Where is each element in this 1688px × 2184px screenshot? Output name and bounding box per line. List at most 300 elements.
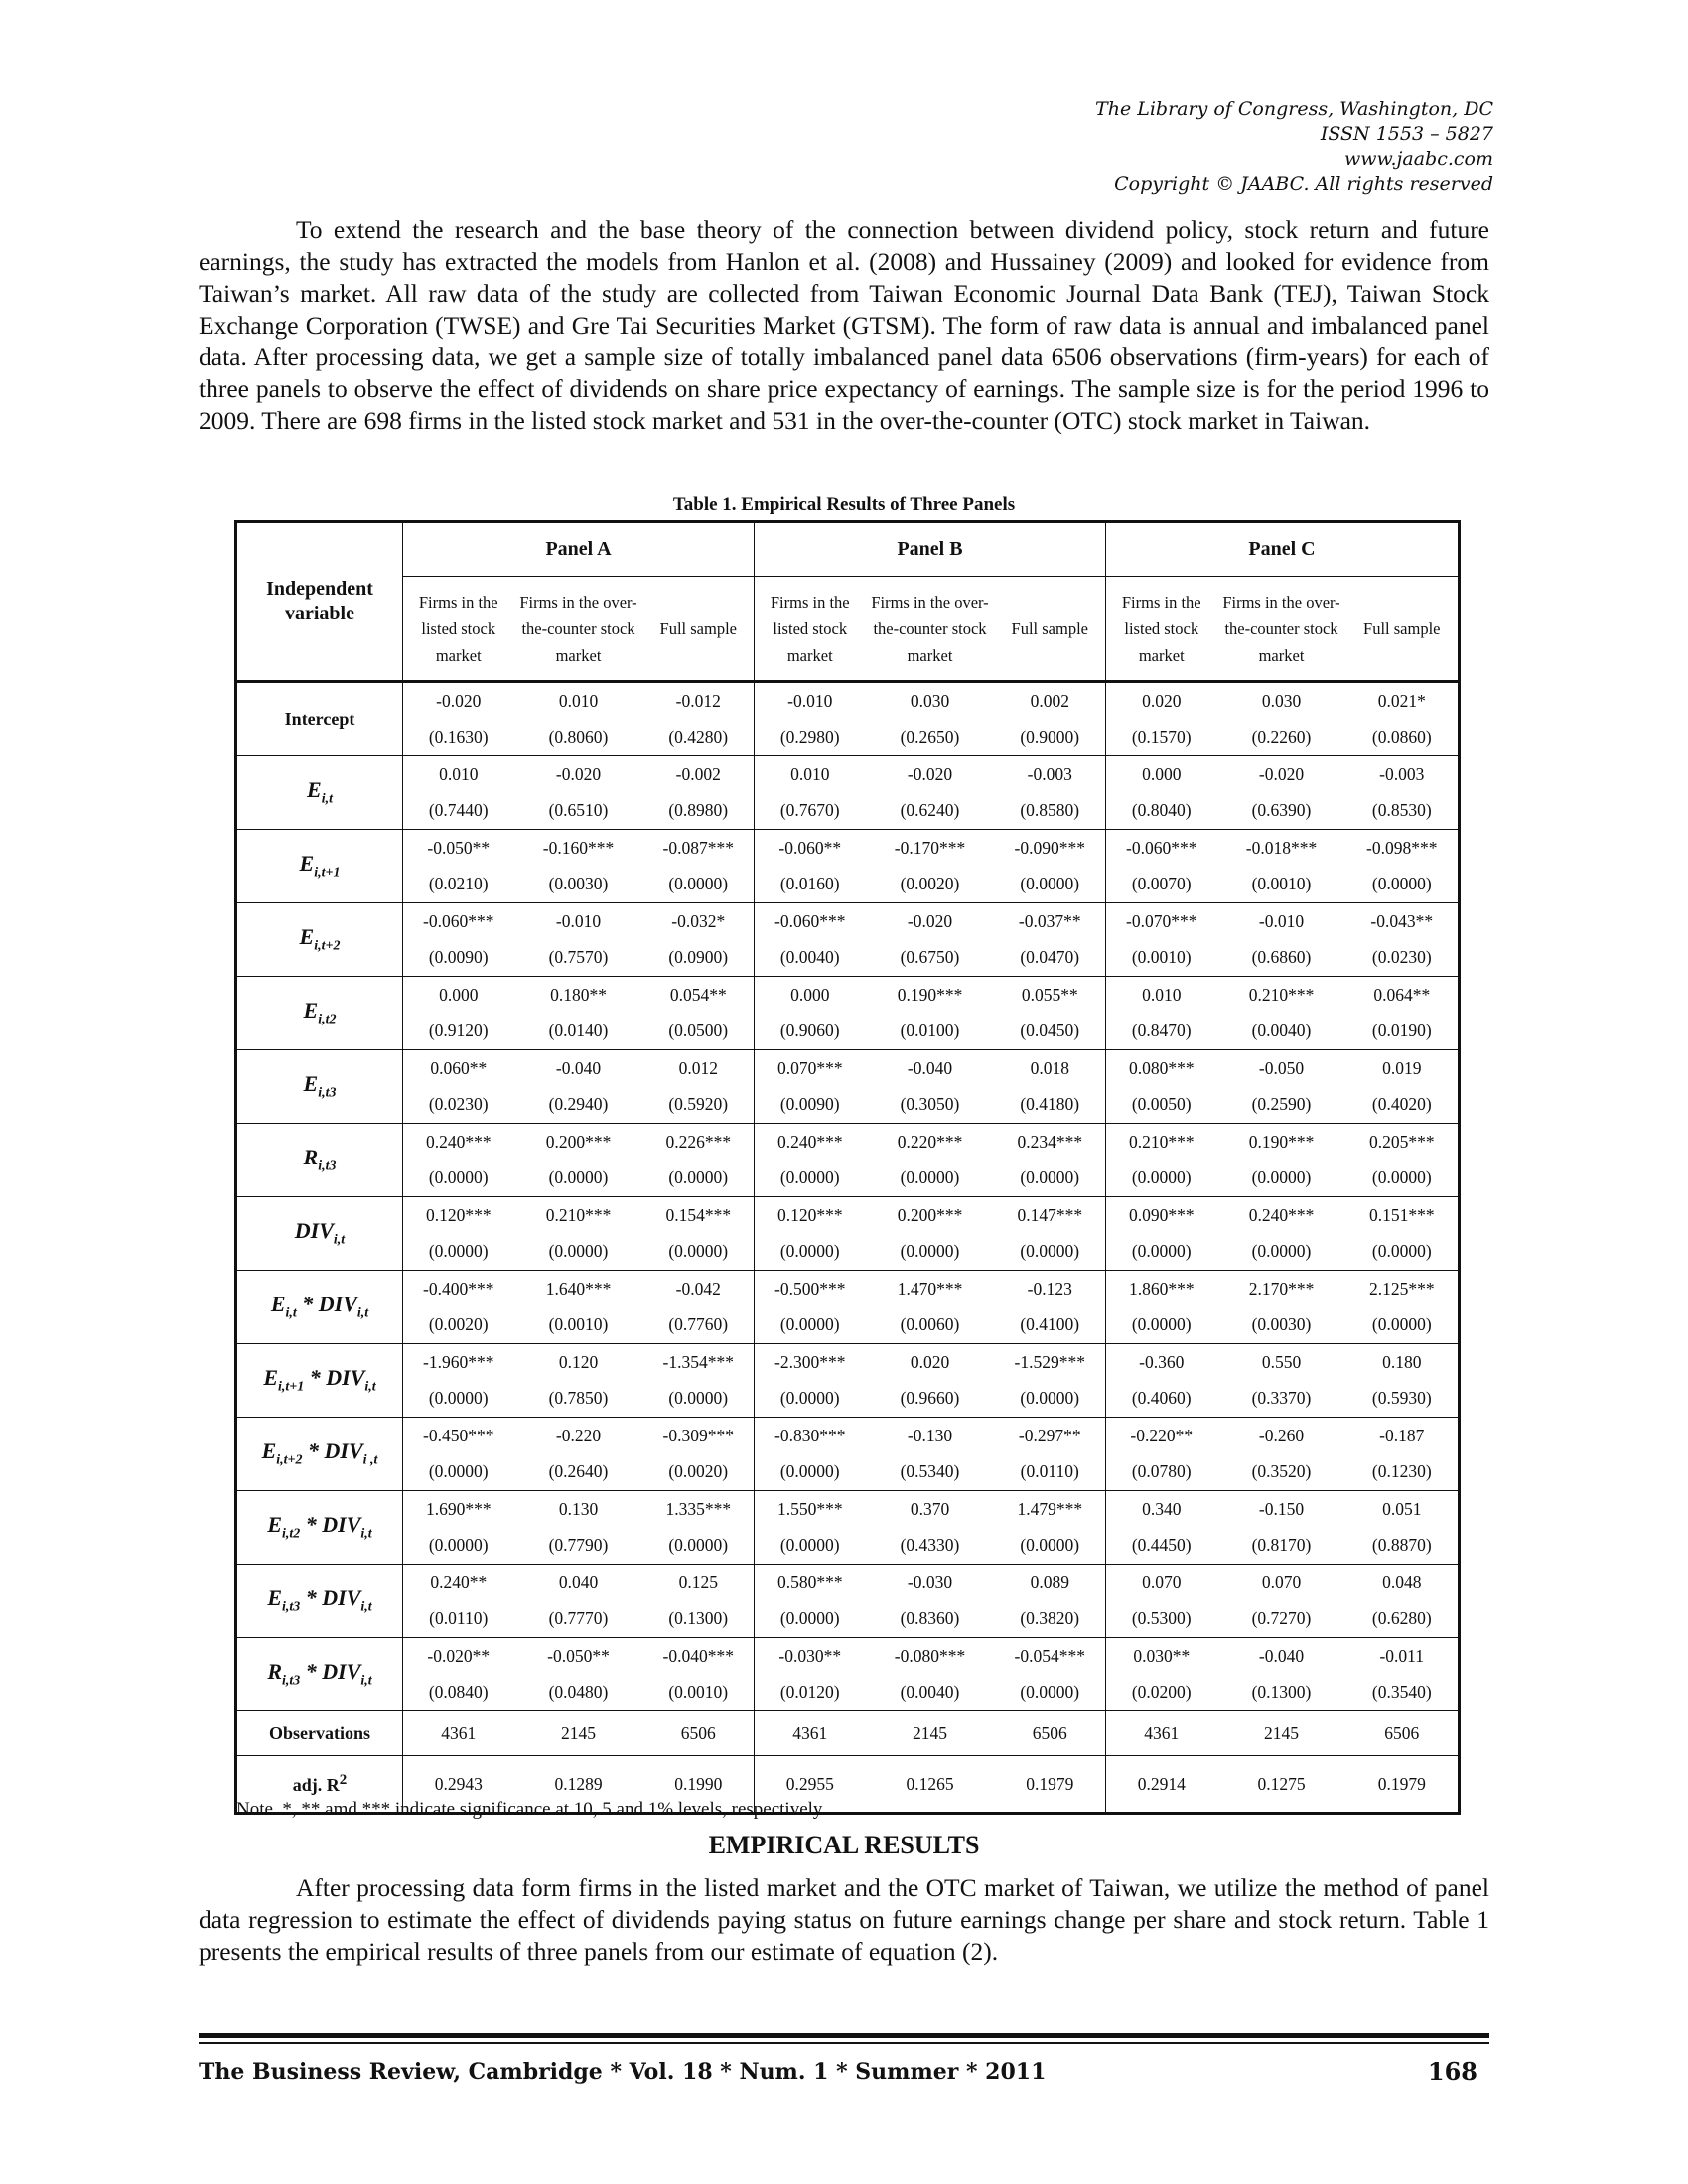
coefficient-cell: -0.060** [755,830,866,867]
p-value-cell: (0.7850) [548,1388,609,1409]
p-value-cell: (0.0010) [668,1682,729,1703]
adj-r2-superscript: 2 [339,1772,348,1788]
coefficient-cell: -0.098*** [1366,837,1438,858]
p-value-cell: (0.7270) [1251,1608,1312,1629]
p-value-cell: (0.7770) [548,1608,609,1629]
coefficient-cell: 1.479*** [1017,1498,1083,1519]
observations-label: Observations [236,1711,403,1756]
p-value-cell: (0.0000) [428,1167,489,1188]
table-title: Table 1. Empirical Results of Three Panels [672,494,1016,515]
coefficient-cell: -0.070*** [1106,903,1217,940]
coefficient-cell: -2.300*** [755,1344,866,1381]
p-value-cell: (0.9060) [755,1014,866,1050]
coefficient-cell: -0.500*** [755,1271,866,1307]
p-value-cell: (0.8060) [548,727,609,748]
p-value-cell: (0.2650) [900,727,960,748]
coefficient-cell: -0.054*** [1014,1645,1085,1666]
coefficient-cell: 0.190*** [1248,1131,1315,1152]
p-value-row [236,1014,1460,1050]
p-value-cell: (0.3520) [1251,1461,1312,1482]
coefficient-row [236,977,1460,1014]
panel-header-row [236,522,1460,577]
p-value-cell: (0.0000) [755,1601,866,1638]
coefficient-cell: 0.030 [1261,690,1302,711]
coefficient-cell: -1.354*** [662,1351,734,1372]
results-table-wrapper [234,520,1458,1815]
variable-name: $E_{i,t+2} * DIV_{i ,t}$ [236,1418,403,1491]
coefficient-cell: 0.240** [430,1571,488,1592]
adj-r2-cell: 0.1979 [1026,1773,1074,1794]
observations-cell: 4361 [441,1722,477,1743]
adj-r2-cell: 0.1275 [1257,1773,1306,1794]
coefficient-cell: 0.180 [1382,1351,1422,1372]
p-value-cell: (0.0230) [428,1094,489,1115]
p-value-cell: (0.0000) [1020,1167,1080,1188]
p-value-cell: (0.0000) [755,1528,866,1565]
adj-r2-cell: 0.1990 [674,1773,723,1794]
coefficient-cell: 0.030** [1106,1638,1217,1675]
coefficient-cell: -0.040 [907,1057,953,1078]
p-value-cell: (0.0100) [900,1021,960,1041]
coefficient-cell: -0.003 [1027,763,1072,784]
p-value-cell: (0.6280) [1371,1608,1432,1629]
coefficient-cell: 0.000 [439,984,479,1005]
coefficient-row [236,1197,1460,1234]
results-table-body [236,682,1460,1814]
p-value-cell: (0.0010) [1106,940,1217,977]
coefficient-cell: 0.070 [1261,1571,1302,1592]
p-value-row [236,867,1460,903]
p-value-cell: (0.3050) [900,1094,960,1115]
p-value-cell: (0.0000) [1371,1241,1432,1262]
coefficient-row [236,830,1460,867]
p-value-cell: (0.0020) [900,874,960,894]
p-value-cell: (0.0000) [428,1461,489,1482]
p-value-cell: (0.2260) [1251,727,1312,748]
p-value-cell: (0.0000) [668,1167,729,1188]
coefficient-cell: 0.154*** [665,1204,732,1225]
section-title: EMPIRICAL RESULTS [708,1831,980,1859]
p-value-cell: (0.8980) [668,800,729,821]
coefficient-cell: -0.018*** [1245,837,1318,858]
p-value-cell: (0.8530) [1371,800,1432,821]
p-value-cell: (0.0040) [900,1682,960,1703]
p-value-cell: (0.0120) [755,1675,866,1711]
p-value-cell: (0.2980) [755,720,866,756]
results-paragraph [199,1872,1489,1968]
coefficient-cell: 0.370 [910,1498,950,1519]
p-value-cell: (0.0040) [755,940,866,977]
sub-column-header: Firms in the listed stock market [755,577,866,682]
p-value-row [236,1307,1460,1344]
p-value-row [236,1234,1460,1271]
p-value-cell: (0.0000) [1371,1167,1432,1188]
coefficient-cell: 0.200*** [545,1131,612,1152]
p-value-row [236,1675,1460,1711]
p-value-cell: (0.0000) [1251,1241,1312,1262]
p-value-cell: (0.5300) [1106,1601,1217,1638]
p-value-cell: (0.8040) [1106,793,1217,830]
p-value-cell: (0.0000) [548,1167,609,1188]
coefficient-row [236,1050,1460,1087]
observations-cell: 2145 [561,1722,596,1743]
p-value-cell: (0.8580) [1020,800,1080,821]
p-value-cell: (0.9120) [428,1021,489,1041]
adj-r2-cell: 0.1265 [906,1773,954,1794]
footer-journal-info: The Business Review, Cambridge * Vol. 18 * Num. 1 * Summer * 2011 [199,2059,1047,2085]
coefficient-cell: -0.002 [675,763,721,784]
variable-name: $R_{i,t3}$ [236,1124,403,1197]
coefficient-cell: 0.055** [1021,984,1078,1005]
independent-variable-header: Independent variable [236,522,403,682]
p-value-cell: (0.0110) [1020,1461,1079,1482]
coefficient-cell: -0.003 [1379,763,1425,784]
coefficient-cell: 0.000 [755,977,866,1014]
p-value-cell: (0.0000) [1106,1160,1217,1197]
p-value-cell: (0.5930) [1371,1388,1432,1409]
p-value-cell: (0.0000) [1371,1314,1432,1335]
p-value-cell: (0.4060) [1106,1381,1217,1418]
coefficient-row [236,1565,1460,1601]
p-value-cell: (0.1300) [1251,1682,1312,1703]
coefficient-row [236,1271,1460,1307]
p-value-cell: (0.0500) [668,1021,729,1041]
coefficient-cell: 0.090*** [1106,1197,1217,1234]
coefficient-row [236,1344,1460,1381]
coefficient-cell: 0.220*** [897,1131,963,1152]
panel-a-header: Panel A [403,522,755,577]
coefficient-cell: 0.020 [910,1351,950,1372]
coefficient-cell: 0.070 [1106,1565,1217,1601]
coefficient-cell: 0.060** [430,1057,488,1078]
coefficient-cell: -0.037** [1018,910,1081,931]
coefficient-cell: 0.210*** [1106,1124,1217,1160]
coefficient-cell: 0.021* [1377,690,1426,711]
header-line-3: www.jaabc.com [1343,148,1493,170]
p-value-cell: (0.0000) [1251,1167,1312,1188]
coefficient-cell: 0.226*** [665,1131,732,1152]
p-value-cell: (0.3370) [1251,1388,1312,1409]
coefficient-cell: -0.160*** [542,837,615,858]
coefficient-cell: 0.010 [439,763,479,784]
p-value-cell: (0.7570) [548,947,609,968]
coefficient-cell: 0.064** [1373,984,1431,1005]
p-value-cell: (0.0780) [1106,1454,1217,1491]
p-value-cell: (0.0000) [755,1381,866,1418]
adj-r2-cell: 0.1289 [554,1773,603,1794]
coefficient-cell: 1.640*** [545,1278,612,1298]
p-value-cell: (0.0210) [428,874,489,894]
p-value-row [236,940,1460,977]
p-value-row [236,1528,1460,1565]
p-value-row [236,1160,1460,1197]
p-value-row [236,793,1460,830]
coefficient-cell: -0.010 [555,910,602,931]
coefficient-cell: 1.550*** [755,1491,866,1528]
p-value-cell: (0.7790) [548,1535,609,1556]
p-value-cell: (0.7670) [755,793,866,830]
p-value-cell: (0.0060) [900,1314,960,1335]
sub-column-header: Full sample [1363,618,1441,638]
coefficient-cell: -1.960*** [423,1351,494,1372]
p-value-cell: (0.0020) [428,1314,489,1335]
adj-r2-cell: 0.2914 [1106,1756,1217,1814]
coefficient-cell: -0.220 [555,1425,602,1445]
coefficient-cell: -0.220** [1106,1418,1217,1454]
p-value-cell: (0.3820) [1020,1608,1080,1629]
p-value-cell: (0.0190) [1371,1021,1432,1041]
coefficient-cell: -0.360 [1106,1344,1217,1381]
p-value-cell: (0.0470) [1020,947,1080,968]
adj-r2-label-text: adj. R [292,1775,340,1795]
p-value-cell: (0.0000) [1020,1241,1080,1262]
coefficient-cell: 0.120*** [755,1197,866,1234]
coefficient-cell: -0.297** [1018,1425,1081,1445]
p-value-cell: (0.2640) [548,1461,609,1482]
p-value-cell: (0.6860) [1251,947,1312,968]
p-value-cell: (0.0000) [428,1241,489,1262]
p-value-cell: (0.0000) [668,874,729,894]
coefficient-cell: -0.020 [1258,763,1305,784]
header-line-4: Copyright © JAABC. All rights reserved [1114,173,1493,195]
p-value-cell: (0.5340) [900,1461,960,1482]
coefficient-cell: 0.210*** [1248,984,1315,1005]
coefficient-cell: -0.020** [427,1645,491,1666]
p-value-cell: (0.0160) [755,867,866,903]
footer-rule-thin [199,2042,1489,2044]
coefficient-cell: 0.120*** [425,1204,492,1225]
p-value-cell: (0.0140) [548,1021,609,1041]
p-value-cell: (0.1630) [428,727,489,748]
coefficient-cell: -0.050** [547,1645,610,1666]
p-value-cell: (0.0480) [548,1682,609,1703]
p-value-cell: (0.7440) [428,800,489,821]
p-value-cell: (0.0030) [1251,1314,1312,1335]
coefficient-cell: 0.240*** [1248,1204,1315,1225]
variable-name: $R_{i,t3} * DIV_{i,t}$ [236,1638,403,1711]
footer-rule-thick [199,2033,1489,2038]
coefficient-cell: 0.010 [755,756,866,793]
adj-r2-cell: 0.2943 [434,1773,483,1794]
p-value-cell: (0.4330) [900,1535,960,1556]
coefficient-cell: -0.090*** [1014,837,1085,858]
coefficient-cell: -0.010 [755,682,866,720]
variable-name: $E_{i,t} * DIV_{i,t}$ [236,1271,403,1344]
observations-row [236,1711,1460,1756]
sub-column-header: Firms in the over-the-counter stock market [519,592,637,665]
coefficient-cell: -0.020 [907,910,953,931]
variable-name: $E_{i,t2}$ [236,977,403,1050]
p-value-cell: (0.1230) [1371,1461,1432,1482]
observations-cell: 6506 [1384,1722,1420,1743]
coefficient-cell: -0.030** [755,1638,866,1675]
adj-r2-cell: 0.2955 [755,1756,866,1814]
observations-cell: 4361 [755,1711,866,1756]
coefficient-cell: -0.043** [1370,910,1434,931]
coefficient-cell: 0.020 [1106,682,1217,720]
sub-column-header: Firms in the over-the-counter stock market [871,592,989,665]
p-value-cell: (0.0200) [1106,1675,1217,1711]
coefficient-cell: 0.048 [1382,1571,1422,1592]
coefficient-cell: 1.335*** [665,1498,732,1519]
p-value-cell: (0.0030) [548,874,609,894]
variable-name: $E_{i,t3} * DIV_{i,t}$ [236,1565,403,1638]
panel-c-header: Panel C [1106,522,1460,577]
variable-name: $E_{i,t+2}$ [236,903,403,977]
p-value-cell: (0.6390) [1251,800,1312,821]
p-value-cell: (0.0000) [755,1234,866,1271]
variable-name: $E_{i,t+1} * DIV_{i,t}$ [236,1344,403,1418]
p-value-row [236,1601,1460,1638]
coefficient-cell: -0.060*** [1106,830,1217,867]
coefficient-row [236,1418,1460,1454]
p-value-cell: (0.0000) [1106,1234,1217,1271]
p-value-row [236,1454,1460,1491]
p-value-cell: (0.8170) [1251,1535,1312,1556]
observations-cell: 6506 [680,1722,716,1743]
coefficient-cell: -0.060*** [423,910,494,931]
p-value-cell: (0.0000) [900,1167,960,1188]
observations-cell: 4361 [1106,1711,1217,1756]
p-value-cell: (0.0000) [755,1160,866,1197]
coefficient-cell: 0.040 [558,1571,599,1592]
coefficient-cell: 0.030 [910,690,950,711]
p-value-cell: (0.4100) [1020,1314,1080,1335]
p-value-cell: (0.0000) [1106,1307,1217,1344]
page-number: 168 [1427,2057,1477,2086]
p-value-cell: (0.0110) [429,1608,489,1629]
observations-cell: 2145 [1264,1722,1299,1743]
p-value-cell: (0.0000) [1020,1682,1080,1703]
coefficient-cell: 0.190*** [897,984,963,1005]
coefficient-row [236,1124,1460,1160]
sub-column-header: Full sample [659,618,737,638]
coefficient-cell: -0.050** [427,837,491,858]
p-value-cell: (0.8870) [1371,1535,1432,1556]
p-value-cell: (0.5920) [668,1094,729,1115]
p-value-cell: (0.6750) [900,947,960,968]
coefficient-cell: -0.030 [907,1571,953,1592]
results-paragraph-text: After processing data form firms in the listed market and the OTC market of Taiwan, we utilize the method of panel data regression to estimate the effect of dividends paying status on future earnings change per share and stock return. Table 1 presents the empirical results of three panels from our estimate of equation (2). [199,1873,1489,1966]
coefficient-cell: -0.130 [907,1425,953,1445]
p-value-cell: (0.2590) [1251,1094,1312,1115]
coefficient-cell: 0.240*** [755,1124,866,1160]
p-value-cell: (0.0000) [900,1241,960,1262]
adj-r2-cell: 0.1979 [1377,1773,1426,1794]
p-value-cell: (0.0000) [548,1241,609,1262]
sub-column-header-row [236,577,1460,682]
p-value-cell: (0.0040) [1251,1021,1312,1041]
coefficient-cell: 0.010 [558,690,599,711]
coefficient-cell: 1.690*** [425,1498,492,1519]
coefficient-cell: -0.087*** [662,837,734,858]
coefficient-cell: -0.020 [555,763,602,784]
coefficient-cell: -0.032* [671,910,726,931]
coefficient-cell: -0.400*** [423,1278,494,1298]
variable-name: Intercept [236,682,403,756]
coefficient-cell: 0.089 [1030,1571,1069,1592]
p-value-cell: (0.4180) [1020,1094,1080,1115]
coefficient-cell: 2.170*** [1248,1278,1315,1298]
coefficient-row [236,1638,1460,1675]
coefficient-cell: -0.830*** [755,1418,866,1454]
p-value-cell: (0.1570) [1106,720,1217,756]
coefficient-cell: -0.060*** [755,903,866,940]
sub-column-header: Firms in the listed stock market [1106,577,1217,682]
coefficient-cell: 0.000 [1106,756,1217,793]
coefficient-cell: 0.151*** [1368,1204,1435,1225]
coefficient-cell: -0.042 [675,1278,721,1298]
results-table [234,520,1461,1815]
coefficient-cell: 1.860*** [1106,1271,1217,1307]
variable-name: $E_{i,t3}$ [236,1050,403,1124]
sub-column-header: Firms in the listed stock market [418,592,498,665]
coefficient-cell: -0.020 [436,690,482,711]
p-value-cell: (0.0010) [1251,874,1312,894]
journal-header [1095,97,1493,197]
coefficient-cell: -0.123 [1027,1278,1072,1298]
coefficient-cell: -0.170*** [894,837,966,858]
panel-b-header: Panel B [755,522,1106,577]
coefficient-cell: 0.120 [558,1351,599,1372]
coefficient-cell: 1.470*** [897,1278,963,1298]
p-value-cell: (0.0090) [755,1087,866,1124]
coefficient-cell: 0.200*** [897,1204,963,1225]
variable-name: $E_{i,t2} * DIV_{i,t}$ [236,1491,403,1565]
coefficient-cell: 0.580*** [755,1565,866,1601]
coefficient-cell: -0.187 [1379,1425,1425,1445]
table-note: Note. *, ** amd *** indicate significance at 10, 5 and 1% levels, respectively. [236,1799,826,1820]
coefficient-cell: -0.012 [675,690,721,711]
coefficient-cell: -0.080*** [894,1645,966,1666]
coefficient-cell: -0.011 [1379,1645,1425,1666]
observations-cell: 6506 [1032,1722,1067,1743]
p-value-cell: (0.0000) [1020,874,1080,894]
coefficient-cell: -0.040 [1258,1645,1305,1666]
p-value-cell: (0.0000) [428,1535,489,1556]
coefficient-row [236,1491,1460,1528]
p-value-cell: (0.0000) [1020,1388,1080,1409]
coefficient-cell: 0.147*** [1017,1204,1083,1225]
coefficient-cell: 0.012 [678,1057,718,1078]
p-value-cell: (0.0000) [755,1454,866,1491]
coefficient-cell: 0.340 [1106,1491,1217,1528]
sub-column-header: Firms in the over-the-counter stock market [1222,592,1340,665]
p-value-cell: (0.0000) [1371,874,1432,894]
p-value-cell: (0.4280) [668,727,729,748]
p-value-cell: (0.0230) [1371,947,1432,968]
sub-column-header: Full sample [1011,618,1088,638]
p-value-cell: (0.7760) [668,1314,729,1335]
coefficient-cell: 0.080*** [1106,1050,1217,1087]
coefficient-cell: 0.002 [1030,690,1069,711]
coefficient-cell: -0.260 [1258,1425,1305,1445]
p-value-row [236,1087,1460,1124]
coefficient-cell: -0.150 [1258,1498,1305,1519]
p-value-cell: (0.0000) [668,1535,729,1556]
p-value-cell: (0.0450) [1020,1021,1080,1041]
variable-name: $DIV_{i,t}$ [236,1197,403,1271]
coefficient-cell: -0.040 [555,1057,602,1078]
p-value-cell: (0.0000) [428,1388,489,1409]
coefficient-cell: 0.240*** [425,1131,492,1152]
coefficient-cell: 0.125 [678,1571,718,1592]
header-line-1: The Library of Congress, Washington, DC [1095,98,1493,120]
coefficient-cell: 0.550 [1261,1351,1302,1372]
coefficient-row [236,682,1460,720]
intro-paragraph-text: To extend the research and the base theory of the connection between dividend policy, stock return and future earnings, the study has extracted the models from Hanlon et al. (2008) and Hussainey (2009) and looked for evidence from Taiwan’s market. All raw data of the study are collected from Taiwan Economic Journal Data Bank (TEJ), Taiwan Stock Exchange Corporation (TWSE) and Gre Tai Securities Market (GTSM). The form of raw data is annual and imbalanced panel data. After processing data, we get a sample size of totally imbalanced panel data 6506 observations (firm-years) for each of three panels to observe the effect of dividends on share price expectancy of earnings. The sample size is for the period 1996 to 2009. There are 698 firms in the listed stock market and 531 in the over-the-counter (OTC) stock market in Taiwan. [199,215,1489,435]
p-value-cell: (0.9660) [900,1388,960,1409]
